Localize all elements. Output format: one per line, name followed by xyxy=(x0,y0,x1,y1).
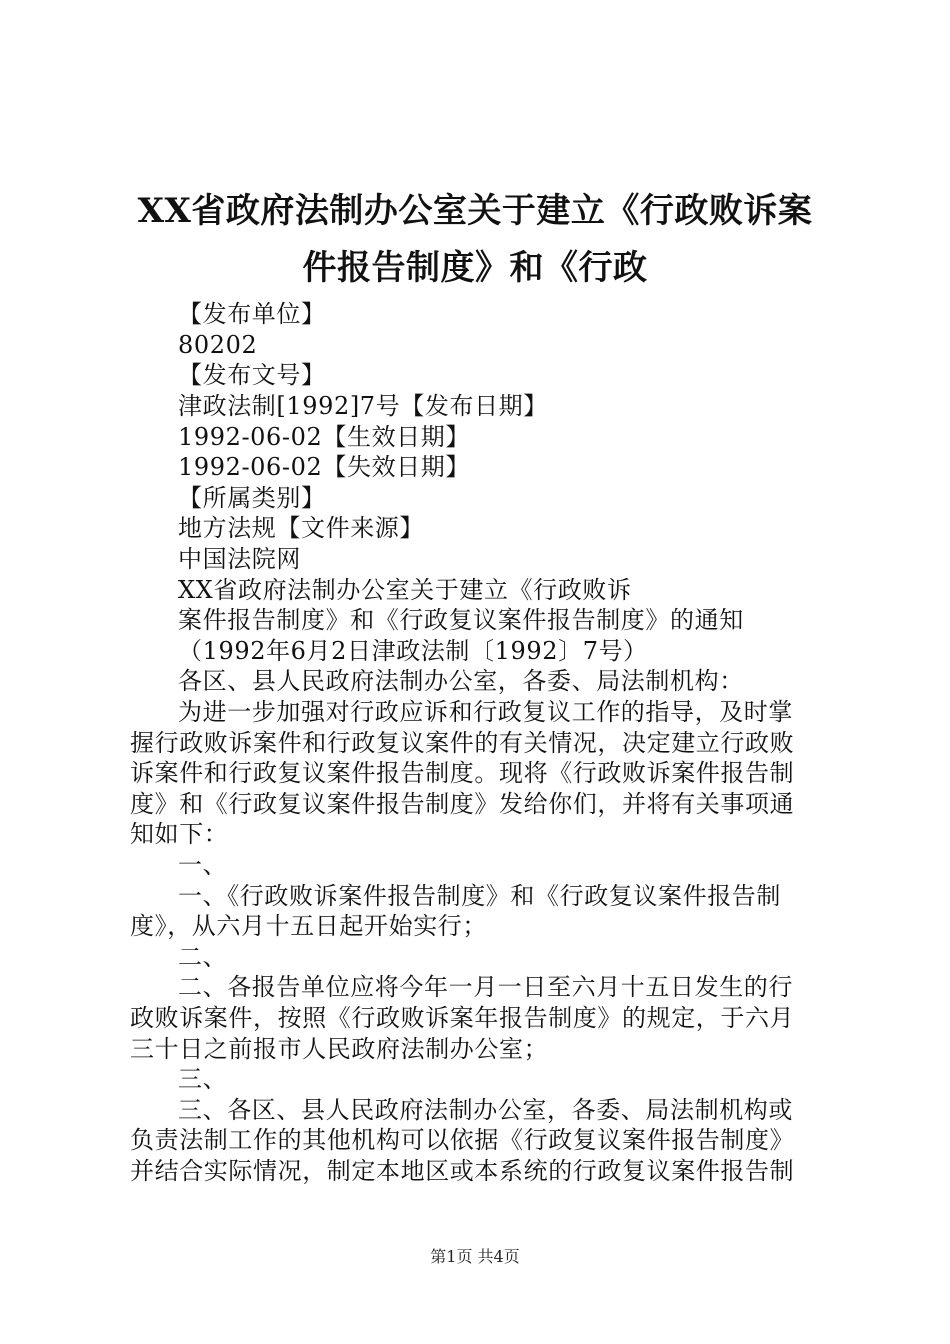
body-line: 负责法制工作的其他机构可以依据《行政复议案件报告制度》 xyxy=(130,1126,795,1154)
meta-category-line: 地方法规【文件来源】 xyxy=(178,514,424,542)
meta-doc-number-line: 津政法制[1992]7号【发布日期】 xyxy=(178,392,548,420)
meta-value-publisher: 80202 xyxy=(178,331,258,359)
notice-title-line-2: 案件报告制度》和《行政复议案件报告制度》的通知 xyxy=(178,606,744,634)
body-line: 为进一步加强对行政应诉和行政复议工作的指导，及时掌 xyxy=(178,698,793,726)
body-line: 三十日之前报市人民政府法制办公室； xyxy=(130,1035,549,1063)
section-heading-1: 一、 xyxy=(178,851,228,879)
body-line: 知如下： xyxy=(130,820,229,848)
meta-label-category: 【所属类别】 xyxy=(178,484,326,512)
body-line: 诉案件和行政复议案件报告制度。现将《行政败诉案件报告制 xyxy=(130,759,795,787)
body-line: 度》，从六月十五日起开始实行； xyxy=(130,912,487,940)
body-line: 并结合实际情况，制定本地区或本系统的行政复议案件报告制 xyxy=(130,1157,795,1185)
section-heading-3: 三、 xyxy=(178,1065,228,1093)
body-line: 握行政败诉案件和行政复议案件的有关情况，决定建立行政败 xyxy=(130,729,795,757)
notice-date-line: （1992年6月2日津政法制〔1992〕7号） xyxy=(178,637,648,665)
meta-source-line: 中国法院网 xyxy=(178,545,301,573)
page-footer: 第1页 共4页 xyxy=(430,1247,520,1266)
body-line: 一、《行政败诉案件报告制度》和《行政复议案件报告制 xyxy=(178,882,781,910)
body-line: 政败诉案件，按照《行政败诉案年报告制度》的规定，于六月 xyxy=(130,1004,795,1032)
section-heading-2: 二、 xyxy=(178,943,228,971)
document-title-line-1: XX省政府法制办公室关于建立《行政败诉案 xyxy=(137,191,813,231)
notice-recipients: 各区、县人民政府法制办公室，各委、局法制机构： xyxy=(178,667,744,695)
document-title-line-2: 件报告制度》和《行政 xyxy=(302,248,648,288)
body-line: 二、各报告单位应将今年一月一日至六月十五日发生的行 xyxy=(178,973,793,1001)
body-line: 三、各区、县人民政府法制办公室，各委、局法制机构或 xyxy=(178,1096,793,1124)
meta-label-doc-number: 【发布文号】 xyxy=(178,361,326,389)
body-line: 度》和《行政复议案件报告制度》发给你们，并将有关事项通 xyxy=(130,790,795,818)
notice-title-line-1: XX省政府法制办公室关于建立《行政败诉 xyxy=(178,576,632,604)
meta-publish-date-line: 1992-06-02【生效日期】 xyxy=(178,423,470,451)
meta-effective-date-line: 1992-06-02【失效日期】 xyxy=(178,453,470,481)
meta-label-publisher: 【发布单位】 xyxy=(178,300,326,328)
